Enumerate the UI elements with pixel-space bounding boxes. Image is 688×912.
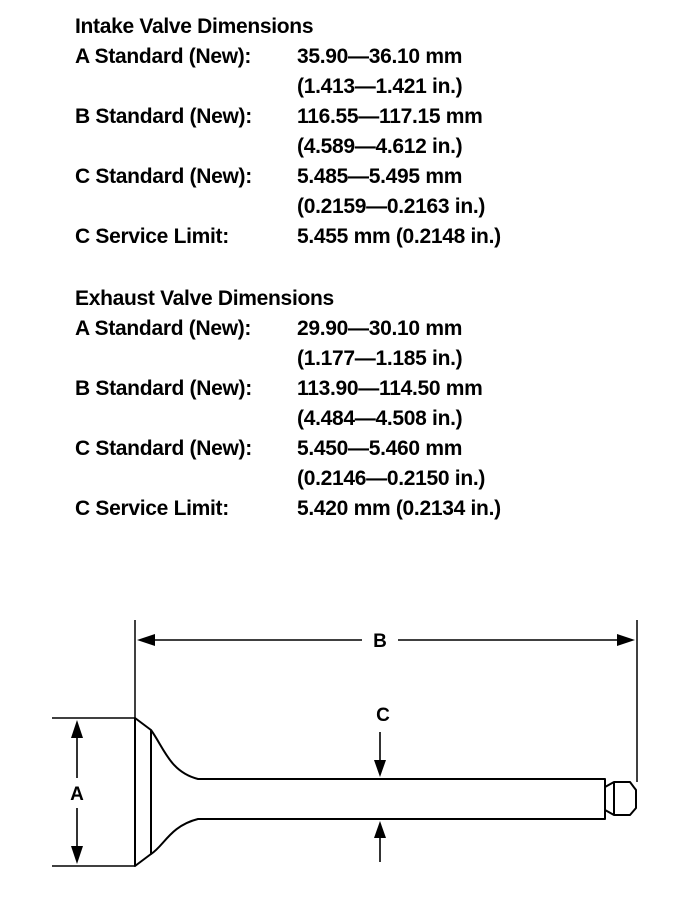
exhaust-a-standard-label: A Standard (New): (75, 317, 252, 340)
exhaust-title: Exhaust Valve Dimensions (75, 287, 334, 310)
c-arrow-top (374, 760, 386, 777)
a-arrow-top (71, 720, 83, 738)
intake-c-standard-value-in: (0.2159—0.2163 in.) (297, 195, 486, 218)
exhaust-c-standard-label: C Standard (New): (75, 437, 252, 460)
exhaust-b-standard-value: 113.90—114.50 mm (297, 377, 483, 400)
intake-c-standard-value: 5.485—5.495 mm (297, 165, 463, 188)
intake-b-standard-value: 116.55—117.15 mm (297, 105, 483, 128)
a-arrow-bottom (71, 846, 83, 864)
intake-a-standard-row (75, 42, 501, 72)
exhaust-c-service-limit-label: C Service Limit: (75, 497, 229, 520)
intake-c-service-limit-label: C Service Limit: (75, 225, 229, 248)
intake-c-service-limit-row (75, 222, 501, 252)
exhaust-b-standard-label: B Standard (New): (75, 377, 252, 400)
valve-diagram (0, 600, 688, 900)
exhaust-a-standard-value-in: (1.177—1.185 in.) (297, 347, 463, 370)
exhaust-a-standard-row (75, 314, 501, 344)
valve-head-face (135, 718, 151, 866)
intake-a-standard-value: 35.90—36.10 mm (297, 45, 463, 68)
intake-b-standard-label: B Standard (New): (75, 105, 252, 128)
c-arrow-bottom (374, 821, 386, 838)
intake-a-standard-value-in: (1.413—1.421 in.) (297, 75, 463, 98)
intake-b-standard-row (75, 102, 501, 132)
exhaust-c-standard-value-in: (0.2146—0.2150 in.) (297, 467, 486, 490)
exhaust-b-standard-value-in: (4.484—4.508 in.) (297, 407, 463, 430)
intake-b-standard-value-in: (4.589—4.612 in.) (297, 135, 463, 158)
intake-c-standard-label: C Standard (New): (75, 165, 252, 188)
intake-valve-dimensions (75, 12, 501, 252)
exhaust-b-standard-row (75, 374, 501, 404)
label-b: B (373, 631, 387, 652)
intake-title: Intake Valve Dimensions (75, 15, 314, 38)
intake-c-service-limit-value: 5.455 mm (0.2148 in.) (297, 225, 501, 248)
exhaust-c-service-limit-row (75, 494, 501, 524)
intake-c-standard-row (75, 162, 501, 192)
label-c: C (376, 705, 390, 726)
intake-a-standard-label: A Standard (New): (75, 45, 252, 68)
b-arrow-right (617, 634, 635, 646)
valve-stem-outline (151, 730, 636, 854)
exhaust-c-standard-row (75, 434, 501, 464)
exhaust-a-standard-value: 29.90—30.10 mm (297, 317, 463, 340)
exhaust-valve-dimensions (75, 284, 501, 524)
label-a: A (70, 784, 84, 805)
b-arrow-left (137, 634, 155, 646)
exhaust-c-standard-value: 5.450—5.460 mm (297, 437, 463, 460)
exhaust-c-service-limit-value: 5.420 mm (0.2134 in.) (297, 497, 501, 520)
